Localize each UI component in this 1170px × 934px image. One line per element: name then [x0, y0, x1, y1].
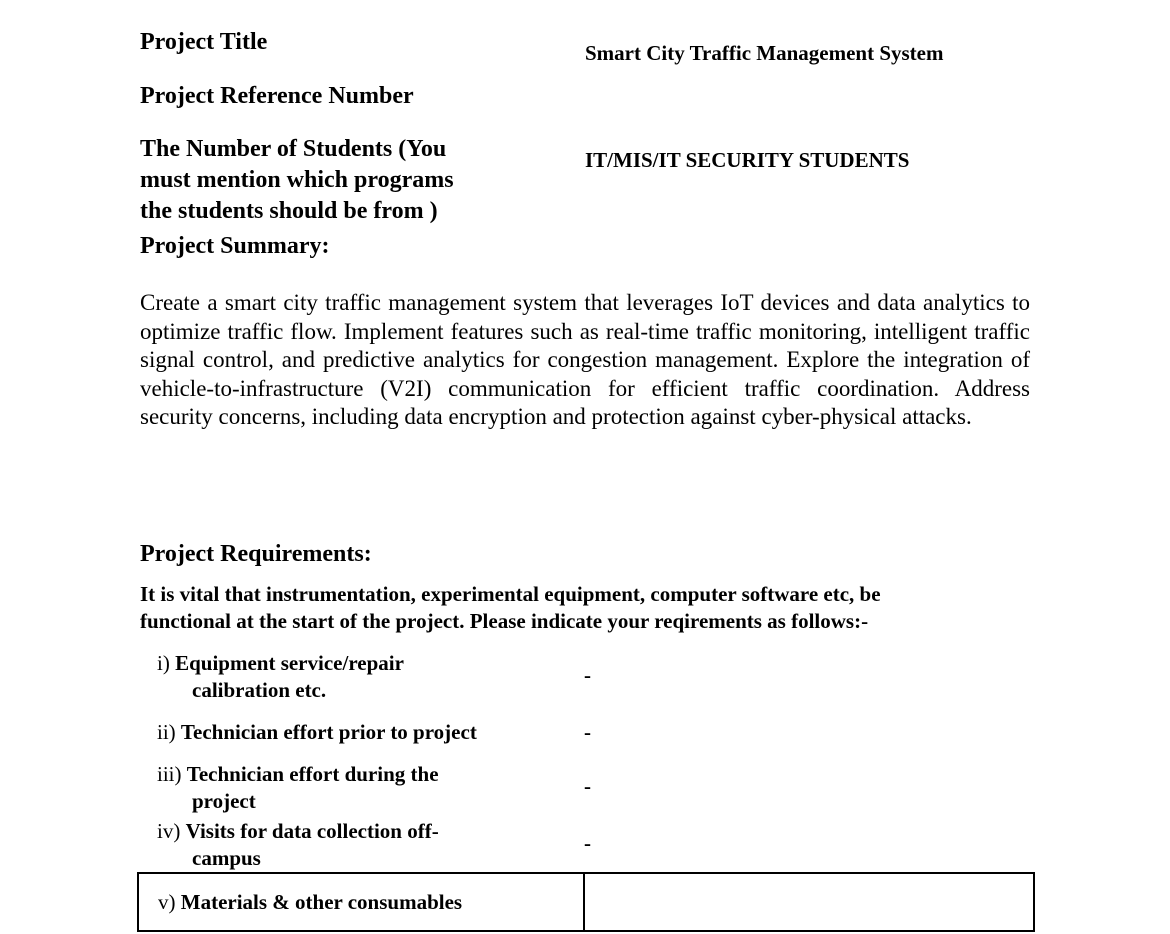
requirement-text: Materials & other consumables [180, 890, 463, 914]
requirements-intro-line: functional at the start of the project. Please indicate your reqirements as follows:- [140, 609, 869, 633]
requirement-text: Equipment service/repair [175, 651, 404, 675]
requirement-item [157, 719, 557, 746]
requirement-text: Technician effort during the [186, 762, 439, 786]
requirement-text: Visits for data collection off- [185, 819, 439, 843]
students-label [140, 134, 560, 227]
project-title-label: Project Title [140, 29, 268, 55]
requirements-intro-line: It is vital that instrumentation, experimental equipment, computer software etc, be [140, 582, 881, 606]
materials-table-row [137, 872, 1035, 932]
project-requirements-heading: Project Requirements: [140, 541, 372, 567]
requirement-value: - [584, 663, 591, 687]
requirement-value: - [584, 774, 591, 798]
requirement-value: - [584, 720, 591, 744]
project-title-value: Smart City Traffic Management System [585, 41, 944, 65]
requirement-text: Technician effort prior to project [180, 720, 477, 744]
students-label-line: must mention which programs [140, 167, 454, 193]
students-label-line: the students should be from ) [140, 198, 438, 224]
requirement-text-continued: calibration etc. [192, 678, 327, 702]
requirement-number: iii) [157, 762, 182, 786]
requirement-number: iv) [157, 819, 181, 843]
requirement-number: ii) [157, 720, 176, 744]
requirement-text-continued: project [192, 789, 256, 813]
requirements-intro [140, 581, 1040, 635]
project-summary-heading: Project Summary: [140, 233, 330, 259]
requirement-text-continued: campus [192, 846, 261, 870]
requirement-item [157, 761, 557, 815]
students-value: IT/MIS/IT SECURITY STUDENTS [585, 148, 910, 172]
students-label-line: The Number of Students (You [140, 136, 447, 162]
requirement-item [157, 650, 557, 704]
requirement-number: i) [157, 651, 170, 675]
materials-label-cell [158, 889, 462, 916]
project-reference-label: Project Reference Number [140, 83, 414, 109]
requirement-value: - [584, 831, 591, 855]
table-column-divider [583, 874, 585, 930]
requirement-number: v) [158, 890, 176, 914]
requirement-item [157, 818, 557, 872]
project-summary-text: Create a smart city traffic management system that leverages IoT devices and data analytics to optimize traffic flow. Implement features such as real-time traffic monitoring, intelligent traffic signal control, and predictive analytics for congestion management. Explore the integration of vehicle-to-infrastructure (V2I) communication for efficient traffic coordination. Address security concerns, including data encryption and protection against cyber-physical attacks. [140, 290, 1030, 430]
